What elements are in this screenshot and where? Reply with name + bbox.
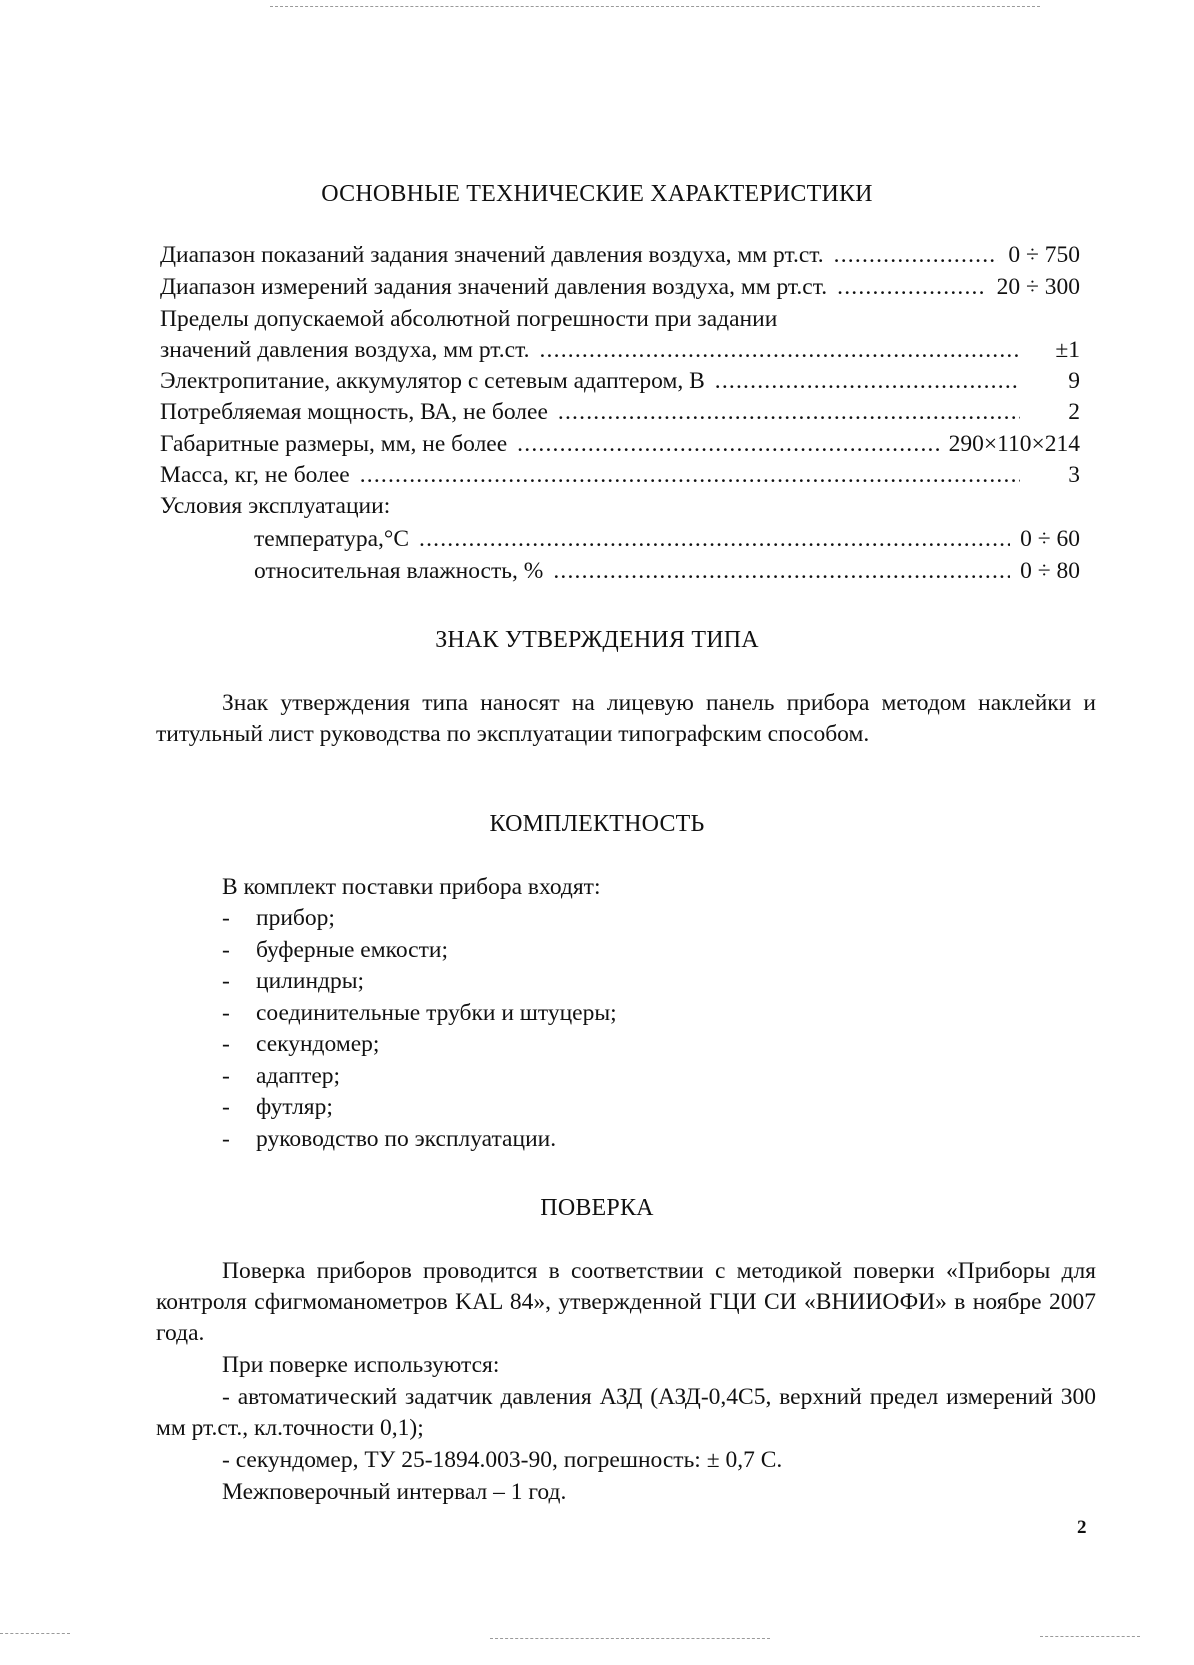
list-item: - руководство по эксплуатации.	[222, 1125, 557, 1152]
spec-value: 0 ÷ 80	[1020, 558, 1080, 584]
spec-leader-dots	[419, 526, 1010, 553]
verification-heading: ПОВЕРКА	[540, 1195, 654, 1221]
verification-paragraph-4: - секундомер, ТУ 25-1894.003-90, погрешность: ± 0,7 С.	[222, 1447, 783, 1473]
list-item: - футляр;	[222, 1094, 333, 1120]
spec-leader-dots	[539, 337, 1020, 364]
spec-row-operating-conditions	[160, 493, 1080, 525]
page-number: 2	[1077, 1517, 1087, 1538]
spec-row-display-range	[160, 242, 1080, 274]
spec-value: 0 ÷ 750	[1008, 242, 1080, 268]
spec-value: 9	[1068, 368, 1080, 394]
spec-label: Габаритные размеры, мм, не более	[160, 431, 508, 457]
spec-value: ±1	[1055, 337, 1080, 363]
kit-heading: КОМПЛЕКТНОСТЬ	[489, 811, 705, 837]
spec-leader-dots	[553, 558, 1010, 585]
scan-artifact-top	[270, 6, 1040, 7]
spec-leader-dots	[834, 242, 999, 269]
spec-leader-dots	[837, 274, 986, 301]
spec-row-humidity	[254, 558, 1080, 590]
spec-label: относительная влажность, %	[254, 558, 544, 584]
verification-paragraph-3: - автоматический задатчик давления АЗД (АЗД-0,4С5, верхний предел измерений 300 мм рт.ст., кл.точности 0,1);	[156, 1384, 1096, 1441]
list-item: - соединительные трубки и штуцеры;	[222, 999, 617, 1026]
spec-leader-dots	[517, 431, 938, 458]
list-item: - секундомер;	[222, 1031, 380, 1057]
list-item: - адаптер;	[222, 1062, 341, 1089]
verification-paragraph-5: Межповерочный интервал – 1 год.	[222, 1479, 567, 1505]
spec-row-measure-range	[160, 274, 1080, 306]
spec-leader-dots	[558, 399, 1020, 426]
scan-artifact-bottom-left	[0, 1633, 70, 1634]
spec-label: Диапазон показаний задания значений давления воздуха, мм рт.ст.	[160, 242, 824, 268]
approval-heading: ЗНАК УТВЕРЖДЕНИЯ ТИПА	[435, 627, 759, 653]
specs-heading: ОСНОВНЫЕ ТЕХНИЧЕСКИЕ ХАРАКТЕРИСТИКИ	[321, 181, 873, 207]
spec-label: Условия эксплуатации:	[160, 493, 391, 519]
spec-label: Потребляемая мощность, ВА, не более	[160, 399, 548, 425]
approval-paragraph: Знак утверждения типа наносят на лицевую панель прибора методом наклейки и титульный лист руководства по эксплуатации типографским способом.	[156, 690, 1096, 747]
kit-intro: В комплект поставки прибора входят:	[222, 874, 601, 900]
spec-label: температура,°С	[254, 526, 409, 552]
spec-row-power-supply	[160, 368, 1080, 400]
list-item: - прибор;	[222, 905, 335, 931]
spec-row-error-value	[160, 337, 1080, 369]
spec-value: 290×110×214	[948, 431, 1080, 457]
spec-row-power-consumption	[160, 399, 1080, 431]
verification-paragraph-1: Поверка приборов проводится в соответствии с методикой поверки «Приборы для контроля сфигмоманометров KAL 84», утвержденной ГЦИ СИ «ВНИИОФИ» в ноябре 2007 года.	[156, 1258, 1096, 1346]
spec-value: 2	[1068, 399, 1080, 425]
spec-leader-dots	[715, 368, 1020, 395]
spec-row-dimensions	[160, 431, 1080, 463]
kit-list	[222, 903, 617, 1155]
scan-artifact-bottom-center	[490, 1638, 770, 1639]
spec-label: Диапазон измерений задания значений давления воздуха, мм рт.ст.	[160, 274, 828, 300]
spec-value: 20 ÷ 300	[996, 274, 1080, 300]
spec-label: Пределы допускаемой абсолютной погрешности при задании	[160, 306, 778, 332]
verification-paragraph-2: При поверке используются:	[222, 1352, 500, 1378]
spec-label: значений давления воздуха, мм рт.ст.	[160, 337, 530, 363]
spec-row-temperature	[254, 526, 1080, 558]
spec-value: 3	[1068, 462, 1080, 488]
spec-value: 0 ÷ 60	[1020, 526, 1080, 552]
spec-label: Масса, кг, не более	[160, 462, 350, 488]
spec-row-error-limits	[160, 306, 1080, 338]
spec-leader-dots	[360, 462, 1020, 489]
list-item: - буферные емкости;	[222, 936, 448, 963]
list-item: - цилиндры;	[222, 968, 365, 994]
spec-label: Электропитание, аккумулятор с сетевым адаптером, В	[160, 368, 705, 394]
scan-artifact-bottom-right	[1040, 1636, 1140, 1637]
spec-row-mass	[160, 462, 1080, 494]
